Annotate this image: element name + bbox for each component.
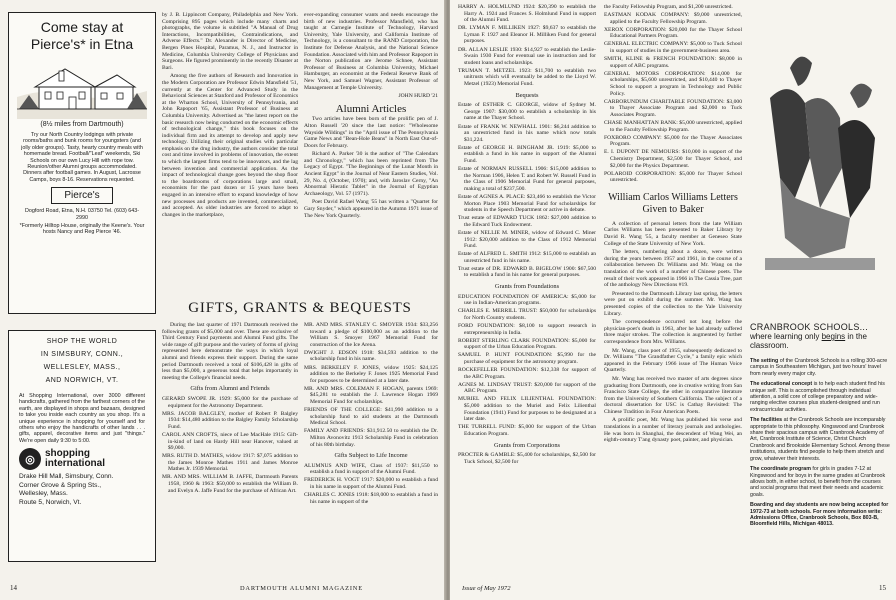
wang-p3: Presented to the Dartmouth Library last spring, the letters were put on exhibit during the summer. Mr. Wang has presented copies of the collection to the Yale University Library. — [604, 290, 742, 317]
shop-addr3: Wellesley, Mass. — [19, 490, 68, 498]
cranbrook-p1-bold: The setting — [750, 358, 779, 364]
gift-entry: MRS. RUTH D. MATHES, widow 1917: $7,075 addition to the James Monroe Mathes 1911 and James Monroe Mathes Jr. 1939 Memorial. — [162, 453, 298, 473]
bequest-entry: Estate of GEORGE H. BINGHAM JR. 1919: $5,000 to establish a fund in his name in support of the Alumni Fund. — [458, 144, 596, 164]
pierce-ad-distance: (8½ miles from Dartmouth) — [40, 121, 124, 128]
corporation-entry: GENERAL MOTORS CORPORATION: $14,000 for scholarships, $5,600 unrestricted, and $10,440 to Thayer School to support a program in Technology and Public Policy. — [604, 70, 742, 97]
shop-ad-head2: IN SIMSBURY, CONN., — [40, 351, 124, 358]
cranbrook-ad — [750, 8, 890, 574]
right-page — [450, 0, 896, 600]
shop-ad-head3: WELLESLEY, MASS., — [43, 364, 121, 371]
cranbrook-sculpture-photo — [750, 8, 890, 308]
corporation-entry: the Faculty Fellowship Program, and $1,200 unrestricted. — [604, 4, 733, 10]
cranbrook-p1 — [750, 358, 890, 377]
cranbrook-p3-text: at the Cranbrook Schools are incomparably appropriate to this philosophy. Kingswood and Cranbrook share their spacious campus with Cranbrook Academy of Art, Cranbrook Institute of Science, Christ Church Cranbrook and Brookside Elementary School. Among these institutions, students find people to help them stretch and grow, whatever their interests. — [750, 417, 890, 462]
cranbrook-p1-text: of the Cranbrook Schools is a rolling 300-acre campus in Southeastern Michigan, just two hours' travel from nearly every major city. — [750, 358, 888, 377]
bequest-entry: Estate of NELLIE M. MINER, widow of Edward C. Miner 1912: $20,000 addition to the Class of 1912 Memorial Fund. — [458, 229, 596, 250]
gift-entry: FAMILY AND FRIENDS: $31,912.50 to establish the Dr. Milton Avonovitz 1913 Scholarship Fund in celebration of his 80th birthday. — [304, 428, 438, 448]
corporation-entry: PROCTER & GAMBLE: $5,400 for scholarships, $2,500 for Tuck School, $2,500 for — [458, 452, 596, 465]
gifts-heading: GIFTS, GRANTS & BEQUESTS — [188, 300, 412, 316]
foundation-entry: FORD FOUNDATION: $8,100 to support research in entrepreneurship in India. — [458, 323, 596, 336]
shop-ad-addresses — [9, 470, 155, 507]
cranbrook-p5-bold: Boarding and day students are now being accepted for 1972-73 at both schools. For more information write: Admissions Office, Cranbrook Schools, Box 803-B, Bloomfield Hills, Michigan 48013. — [750, 502, 889, 528]
gift-entry: TRUMAN T. METZEL 1923: $11,700 to establish two unitrusts which will eventually be added to the Lloyd W. Metzel (1923) Memorial Fund. — [458, 67, 596, 88]
cranbrook-tag-post: in the classroom. — [750, 332, 867, 350]
pierce-sign: Pierce's — [51, 187, 113, 204]
shopping-international-ad — [8, 330, 156, 562]
right-col1 — [458, 4, 596, 574]
gifts-subheading-life-income: Gifts Subject to Life Income — [334, 452, 408, 460]
bequest-entry: Trust estate of DR. EDWARD B. BIGELOW 1900: $67,500 to establish a fund in his name for general purposes. — [458, 265, 596, 279]
wang-p2: The letters, numbering about a dozen, were written during the years between 1957 and 1961, in the course of a collaboration between Dr. Williams and Mr. Wang on the translation of the work of a number of Chinese poets. The result of their work appeared in 1966 in The Cassia Tree, part of the anthology New Directions #19. — [604, 249, 742, 289]
foundation-entry: MURIEL AND FELIX LILIENTHAL FOUNDATION: $5,000 addition to the Muriel and Felix Lilienthal Foundation (1941) Fund for purposes to be designated at a later date. — [458, 396, 596, 423]
bequest-entry: Trust estate of EDWARD TUCK 1862: $27,000 addition to the Edward Tuck Endowment. — [458, 215, 596, 228]
pierce-ad — [8, 12, 156, 314]
wang-letters-heading: William Carlos Williams Letters Given to Baker — [608, 191, 738, 215]
gift-entry: DR. LYMAN F. MILLIKEN 1927: $9,637 to establish the Lyman F. 1927 and Eleanor H. Milliken Fund for general purposes. — [458, 25, 596, 45]
book-notice-p2: Among the five authors of Research and Innovation in the Modern Corporation are Professor Edwin Mansfield '51, currently at the Center for Advanced Study in the Behavioral Sciences at Stanford and Professor of Economics at the Wharton School, University of Pennsylvania, and John Rapoport '65, Assistant Professor of Business at Columbia University. Advertised as "the latest report on the basic research now being conducted on the economic effects of technological change," this book focuses on the individual firm and its attempt to develop and apply new technology. Utilizing their original studies with particular emphasis on the drug industry, the authors consider the total cost and time involved in problems of innovation, the extent to which the largest firms tend to be innovators, and the lag between invention and commercial application. As the impact of technological change goes beyond the shop floor to the boardrooms of corporations large and small, economists for the past dozen or 15 years have been engaged in an intensive effort to expand knowledge of how new processes and products are invented, commercialized, and accepted. As older industries are forced to adapt to changes in the marketplace, — [162, 73, 298, 218]
pierce-ad-title — [9, 19, 155, 53]
bequest-entry: Estate of FRANK W. NEWHALL 1901: $6,244 addition to an unrestricted fund in his name which now totals $31,224. — [458, 123, 596, 143]
gift-entry: CHARLES C. JONES 1918: $18,000 to establish a fund in his name in support of the — [304, 492, 438, 505]
bequest-entry: Estate of NORMAN RUSSELL 1906: $15,000 addition to the Norman 1906, Helen T. and Robert W. Russell Fund in the Class of 1906 Memorial Fund for general purposes, making a total of $237,500. — [458, 166, 596, 192]
foundation-entry: CHARLES E. MERRILL TRUST: $50,000 for scholarships for North Country students. — [458, 308, 596, 321]
gift-entry: MR. AND MRS. COLEMAN F. HOGAN, parents 1969: $45,281 to establish the J. Lawrence Hogan 1969 Memorial Fund for scholarships. — [304, 385, 438, 406]
bequest-entry: Estate of ALFRED L. SMITH 1912: $15,000 to establish an unrestricted fund in his name. — [458, 251, 596, 264]
foundation-entry: EDUCATION FOUNDATION OF AMERICA: $5,000 for use in Indian-American programs. — [458, 293, 596, 307]
right-col2 — [604, 4, 742, 574]
cranbrook-p4-bold: The coordinate program — [750, 466, 811, 473]
cranbrook-p2-text: is to help each student find his unique self. This is accomplished through individual attention, a solid core of college preparatory and wide-ranging elective courses plus student-designed and run extracurricular activities. — [750, 381, 885, 413]
left-folio: 14 — [10, 584, 17, 592]
pierce-ad-body: Try our North Country lodgings with private rooms/baths and bunk rooms for youngsters (and jolly older groups). Tasty, hearty country meals with homemade bread. Football/"Leaf" weekends, Ski Schools on our own Lucy Hill with rope tow. Reunion/other Alumni groups accommodated. Dinners after football games. In August, Lacrosse Camps, boys 8-16. Reservations requested. — [21, 132, 143, 183]
alumni-articles-p3: Poet David Rafael Wang '55 has written a "Quartet for Gary Snyder," which appeared in the Autumn 1971 issue of The New York Quarterly. — [304, 199, 438, 219]
foundations-heading: Grants from Foundations — [494, 283, 560, 291]
foundation-entry: SAMUEL P. HUNT FOUNDATION: $5,990 for the purchase of equipment for the astronomy program. — [458, 352, 596, 365]
gift-entry: GERARD SWOPE JR. 1929: $5,000 for the purchase of equipment for the Astronomy Department. — [162, 395, 298, 409]
issue-date-footer: Issue of May 1972 — [462, 585, 511, 592]
cranbrook-tagline — [750, 332, 890, 350]
wang-p5: Mr. Wang, class poet of 1955, subsequently dedicated to Dr. Williams "The Grandfather Cycle," a family epic which appeared in the February 1966 issue of The Human Voice Quarterly. — [604, 347, 742, 374]
gift-entry: MR. AND MRS. WILLIAM B. JAFFE, Dartmouth Parents 1958, 1960 & 1963: $50,000 to establish the William B. and Evelyn A. Jaffe Fund for the purchase of African Art. — [162, 474, 298, 494]
cranbrook-p5 — [750, 502, 890, 528]
cranbrook-tag-pre: where learning only — [750, 332, 822, 341]
gift-entry: DR. ALLAN LESLIE 1930: $14,927 to establish the Leslie-Swain 1930 Fund for eventual use in instruction and for student loans and scholarships. — [458, 46, 596, 66]
shop-ad-head4: AND NORWICH, VT. — [45, 377, 119, 384]
foundation-entry: ROCKEFELLER FOUNDATION: $12,338 for support of the ABC Program. — [458, 367, 596, 380]
corporation-entry: SMITH, KLINE & FRENCH FOUNDATION: $8,000 in support of ABC programs. — [604, 56, 742, 69]
corporation-entry: CARBORUNDUM CHARITABLE FOUNDATION: $3,000 to Thayer Associate Program and $2,000 to Tuck Associates Program. — [604, 98, 742, 118]
book-notice-p1: by J. B. Lippincott Company, Philadelphia and New York. Comprising 895 pages which include many charts and photographs, the volume is subtitled "A Manual of Drug Interactions, Incompatibilities, Contraindications, and Adverse Effects." Dr. Alexander is Director of Medicine, Bergen Pines Hospital, Paramus, N. J., and Instructor in Medicine, Columbia University College of Physicians and Surgeons. He figured prominently in the recently Disaster at Bari. — [162, 12, 298, 71]
shop-ad-headline — [9, 335, 155, 387]
alumni-articles-p2: Richard A. Parker '30 is the author of "The Calendars and Chronology," which has been reprinted from The Legacy of Egypt. "The Beginnings of the Lunar Month in Ancient Egypt" in the Journal of Near Eastern Studies, Vol. 29, No. 4, (October, 1970); and, with Jaroslav Cerny, "An Abnormal Hieratic Tablet" in the Journal of Egyptian Archaeology, Vol. 57 (1971). — [304, 151, 438, 197]
gift-entry: FREDERICK H. VOGT 1917: $20,000 to establish a fund in his name in support of the Alumni Fund. — [304, 477, 438, 491]
corporation-entry: EASTMAN KODAK COMPANY: $9,000 unrestricted, applied to the Faculty Fellowship Program. — [604, 12, 742, 25]
cranbrook-body — [750, 358, 890, 528]
shop-logo-word1: shopping — [45, 448, 90, 460]
pierce-house-illustration — [17, 57, 147, 119]
gifts-col2 — [162, 322, 298, 567]
gift-entry: MRS. BERKELEY F. JONES, widow 1925: $24,125 addition to the Berkeley F. Jones 1925 Memorial Fund for purposes to be determined at a later date. — [304, 364, 438, 384]
pierce-address: Dogford Road, Etna, N.H. 03750 Tel. (603) 643-2990 — [24, 208, 140, 221]
gift-entry: HARRY A. HOLMLUND 1924: $20,390 to establish the Harry A. 1924 and Frances S. Holmlund Fund in support of the Alumni Fund. — [458, 4, 596, 24]
alumni-articles-p1: Two articles have been born of the prolific pen of J. Alton Russell '20 since the last notice: "Wholesome Wayside Wildings" in the "April issue of The Pennsylvania Game News and "Bean-Hole Beans" in North East Out-of-Doors for February. — [304, 116, 438, 149]
bequests-heading: Bequests — [515, 91, 539, 99]
shop-ad-logo-text — [45, 449, 105, 469]
left-col2-text — [162, 12, 298, 292]
gift-entry: FRIENDS OF THE COLLEGE: $41,990 addition to a scholarship fund to aid students at the Dartmouth Medical School. — [304, 407, 438, 427]
left-col3-text — [304, 12, 438, 294]
corporation-entry: E. I. DUPONT DE NEMOURS: $10,000 in support of the Chemistry Department, $2,500 for Thayer School, and $2,000 for the Physics Department. — [604, 149, 742, 169]
foundation-entry: AGNES M. LINDSAY TRUST: $20,000 for support of the ABC Program. — [458, 381, 596, 395]
globe-icon: ◎ — [19, 448, 41, 470]
cranbrook-p3-bold: The facilities — [750, 417, 783, 424]
shop-addr4: Route 5, Norwich, Vt. — [19, 498, 82, 506]
gifts-intro: During the last quarter of 1971 Dartmouth received the following grants of $5,000 and over. These are exclusive of Third Century Fund payments and Alumni Fund gifts. The wide range of gift purpose and the variety of forms of giving represented here demonstrate the ways in which loyal alumni and friends express their support. During the same period Dartmouth received a total of $106,428 in gifts of less than $5,000, a generous total that helps importantly in meeting the College's financial needs. — [162, 322, 298, 381]
left-page — [0, 0, 446, 600]
gift-entry: DWIGHT J. EDSON 1918: $34,593 addition to the scholarship fund in his name. — [304, 349, 438, 363]
cranbrook-p3 — [750, 417, 890, 462]
corporation-entry: XEROX CORPORATION: $20,000 for the Thayer School Educational Partners Program. — [604, 26, 742, 40]
shop-ad-body: At Shopping International, over 3000 different handicrafts, gathered from the farthest corners of the earth, are displayed in shops and bazaars, designed to take you inside each country as you shop. It's a unique experience in shopping for yourself and for others who enjoy the handicrafts of other lands . . . gifts, apparel, decorative items and just "things." We're open daily 9:30 to 5:00. — [19, 393, 145, 444]
foundation-entry: THE TURRELL FUND: $5,000 for support of the Urban Education Program. — [458, 424, 596, 437]
book-notice-cont: ever-expanding consumer wants and needs encourage the birth of new industries. Professor Mansfield, who has taught at Carnegie Institute of Technology, Harvard University, Yale University, and California Institute of Technology, is a consultant to the RAND Corporation, the Institute for Defense Analysis, and the National Science Foundation. Associated with him and Professor Rapoport in the Norton publication are Jerome Schnee, Assistant Professor of Business at Columbia University, Michael Hamburger, an economist at the Federal Reserve Bank of New York, and Samuel Wagner, Assistant Professor of Management at Temple University. — [304, 12, 438, 91]
magazine-name-footer: DARTMOUTH ALUMNI MAGAZINE — [240, 585, 363, 592]
wang-p1: A collection of personal letters from the late William Carlos Williams has been presented to Baker Library by David R. Wang '55, a faculty member at Geneseo State College of the State University of New York. — [604, 220, 742, 247]
shop-ad-logo — [9, 448, 155, 470]
cranbrook-p4 — [750, 466, 890, 498]
corporation-entry: CHASE MANHATTAN BANK: $5,000 unrestricted, applied to the Faculty Fellowship Program. — [604, 120, 742, 133]
pierce-ad-title-line1: Come stay at — [40, 19, 124, 35]
wang-p4: The correspondence occurred not long before the physician-poet's death in 1963, after he had already suffered three major strokes. The collection is augmented by further correspondence from Mrs. Williams. — [604, 319, 742, 345]
wang-p6: Mr. Wang has received two master of arts degrees since graduating from Dartmouth, one in creative writing from San Francisco State College, the other in comparative literature from the University of Southern California. The subject of a doctoral dissertation for USC is Cathay Revisited: The Chinese Tradition in Four American Poets. — [604, 375, 742, 415]
gift-entry: CAROL ANN CROFTS, niece of Lee MacHale 1915: Gift-in-kind of land on Hardy Hill near Hanover, valued at $9,000. — [162, 431, 298, 452]
shop-addr2: Corner Grove & Spring Sts., — [19, 481, 102, 489]
wang-p7: A prolific poet, Mr. Wang has published his verse and translations in a number of literary journals and anthologies. He was born in Shanghai, the descendent of Wang Wei, an eighth-century T'ang dynasty poet, painter, and physician. — [604, 417, 742, 444]
book-notice-signature: JOHN HURD '21 — [398, 93, 438, 100]
cranbrook-p4-text: for girls in grades 7-12 at Kingswood and for boys in the same grades at Cranbrook allows both, in either school, to benefit from the courses and social programs that meet their needs and academic goals. — [750, 466, 886, 498]
gift-entry: ALUMNUS AND WIFE, Class of 1937: $11,550 to establish a fund in support of the Alumni Fund. — [304, 462, 438, 476]
cranbrook-title: CRANBROOK SCHOOLS... — [750, 322, 869, 332]
bequest-entry: Estate of ESTHER C. GEORGE, widow of Sydney M. George 1907: $30,000 to establish a scholarship in his name at the Thayer School. — [458, 102, 596, 122]
right-folio: 15 — [879, 584, 886, 592]
cranbrook-tag-underlined: begins — [821, 332, 846, 341]
cranbrook-p2-bold: The educational concept — [750, 381, 813, 388]
corporations-heading: Grants from Corporations — [493, 441, 561, 449]
corporation-entry: GENERAL ELECTRIC COMPANY: $5,000 to Tuck School in support of studies in the government-business area. — [604, 41, 742, 55]
cranbrook-p2 — [750, 381, 890, 413]
shop-logo-word2: international — [45, 458, 106, 470]
foundation-entry: ROBERT STERLING CLARK FOUNDATION: $5,000 for support of the Urban Education Program. — [458, 337, 596, 351]
alumni-articles-heading: Alumni Articles — [335, 102, 407, 115]
shop-ad-head1: SHOP THE WORLD — [46, 338, 118, 345]
gifts-subheading-alumni: Gifts from Alumni and Friends — [190, 385, 270, 393]
gift-entry: MRS. JACOB BALGLEY, mother of Robert P. Balgley 1934: $14,480 addition to the Balgley Family Scholarship Fund. — [162, 410, 298, 430]
gift-entry: MR. AND MRS. STANLEY C. SMOYER 1934: $33,256 toward a pledge of $100,000 as an addition to the William S. Smoyer 1967 Memorial Fund for construction of the Ice Arena. — [304, 322, 438, 348]
pierce-ad-title-line2: Pierce's* in Etna — [30, 36, 134, 52]
corporation-entry: POLAROID CORPORATION: $5,000 for Thayer School unrestricted. — [604, 170, 742, 184]
shop-addr1: Drake Hill Mall, Simsbury, Conn. — [19, 473, 114, 481]
pierce-footnote: *Formerly Hilltop House, originally the Keene's. Your hosts Nancy and Reg Pierce '46. — [19, 223, 145, 236]
bequest-entry: Estate of AGNES A. PLACE: $23,466 to establish the Victor Morton Place 1903 Memorial Fund for scholarships for students in the Speech Department or active in debate. — [458, 193, 596, 214]
gifts-col3 — [304, 322, 438, 567]
corporation-entry: FOXBORO COMPANY: $5,000 for the Thayer Associates Program. — [604, 134, 742, 148]
